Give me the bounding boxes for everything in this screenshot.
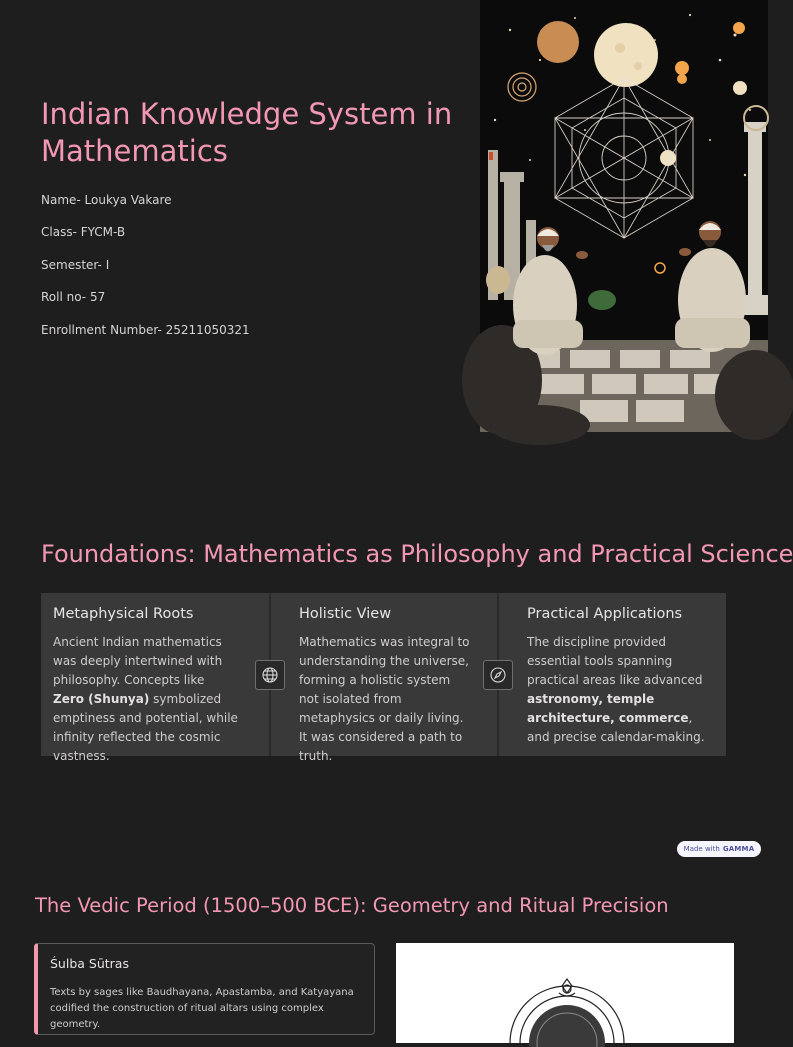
compass-icon bbox=[483, 660, 513, 690]
card-heading: Holistic View bbox=[299, 606, 392, 622]
card-text: Ancient Indian mathematics was deeply intertwined with philosophy. Concepts like Zero (Shunya) symbolized emptiness and potential, while infinity reflected the cosmic vastness. bbox=[53, 635, 238, 763]
card-heading: Practical Applications bbox=[527, 606, 683, 622]
student-class: Class- FYCM-B bbox=[41, 225, 126, 239]
vedic-period-title: The Vedic Period (1500–500 BCE): Geometry and Ritual Precision bbox=[35, 894, 669, 917]
card-holistic-view bbox=[287, 593, 497, 763]
card-heading: Metaphysical Roots bbox=[53, 606, 194, 622]
sulba-sutras-card bbox=[34, 943, 375, 1035]
student-roll-no: Roll no- 57 bbox=[41, 290, 106, 304]
foundations-slide bbox=[0, 432, 793, 864]
made-with-gamma-badge[interactable]: Made with GAMMA bbox=[677, 841, 761, 857]
vedic-period-slide bbox=[0, 864, 768, 1030]
card-heading: Śulba Sūtras bbox=[50, 956, 129, 971]
student-semester: Semester- I bbox=[41, 258, 110, 272]
card-practical-applications bbox=[515, 593, 726, 756]
vedic-altar-geometry-diagram bbox=[396, 943, 734, 1043]
sages-under-cosmic-geometry-illustration bbox=[480, 0, 768, 432]
card-text: Texts by sages like Baudhayana, Apastamba, and Katyayana codified the construction of ritual altars using complex geometry. bbox=[50, 987, 354, 1030]
foundations-title: Foundations: Mathematics as Philosophy and Practical Science bbox=[41, 540, 793, 568]
foundations-cards bbox=[41, 593, 726, 763]
card-metaphysical-roots bbox=[41, 593, 269, 763]
card-text: The discipline provided essential tools spanning practical areas like advanced astronomy, temple architecture, commerce, and precise calendar-making. bbox=[527, 635, 705, 744]
student-enrollment-number: Enrollment Number- 25211050321 bbox=[41, 323, 250, 337]
card-text: Mathematics was integral to understanding the universe, forming a holistic system not isolated from metaphysics or daily living. It was considered a path to truth. bbox=[299, 635, 470, 763]
title-slide bbox=[0, 0, 768, 432]
student-name: Name- Loukya Vakare bbox=[41, 193, 172, 207]
globe-icon bbox=[255, 660, 285, 690]
presentation-title: Indian Knowledge System in Mathematics bbox=[41, 97, 453, 168]
